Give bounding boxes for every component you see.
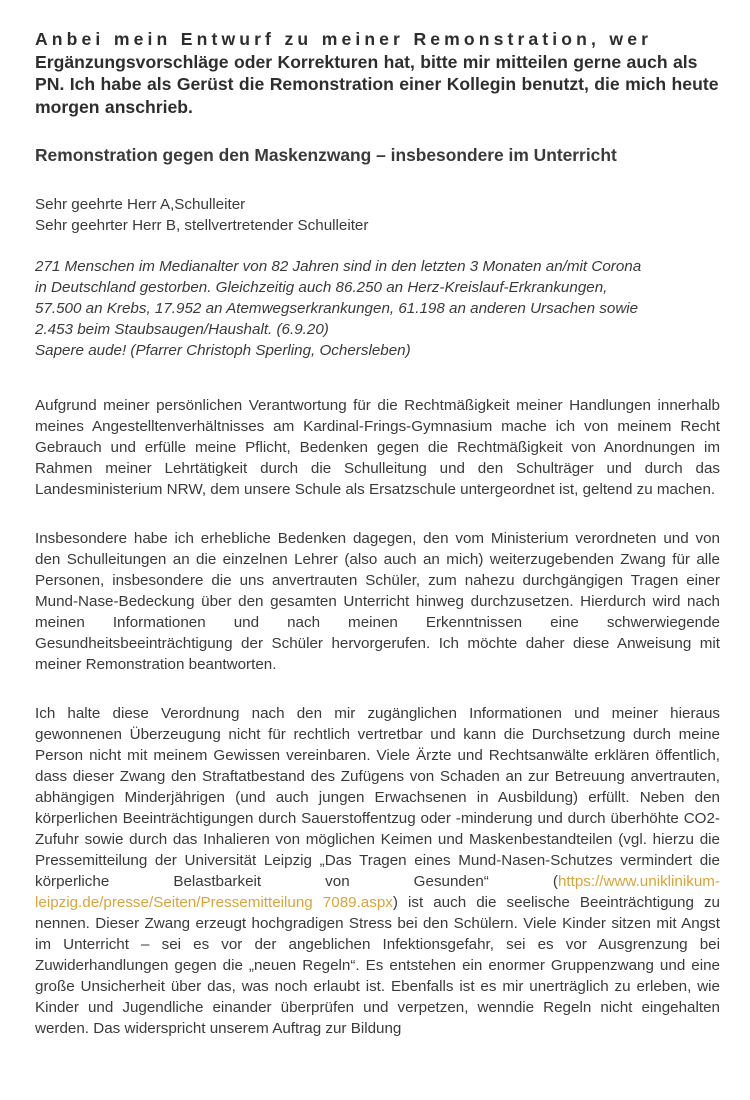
quote-block	[35, 256, 720, 361]
quote-line: 271 Menschen im Medianalter von 82 Jahren sind in den letzten 3 Monaten an/mit Corona	[35, 258, 642, 275]
quote-line: 57.500 an Krebs, 17.952 an Atemwegserkrankungen, 61.198 an anderen Ursachen sowie	[35, 300, 639, 317]
salutation	[35, 194, 720, 236]
document-page	[35, 28, 720, 1039]
intro-first-line: Anbei mein Entwurf zu meiner Remonstration, wer	[35, 29, 653, 49]
paragraph-3-text: Ich halte diese Verordnung nach den mir zugänglichen Informationen und meiner hieraus gewonnenen Überzeugung nicht für rechtlich vertretbar und kann die Durchsetzung durch meine Person nicht mit meinem Gewissen vereinbaren. Viele Ärzte und Rechtsanwälte erklären öffentlich, dass dieser Zwang den Straftatbestand des Zufügens von Schaden an zur Betreuung anvertrauten, abhängigen Minderjährigen (und auch jungen Erwachsenen in Ausbildung) erfüllt. Neben den körperlichen Beeinträchtigungen durch Sauerstoffentzug oder -minderung und durch überhöhte CO2-Zufuhr sowie durch das Inhalieren von möglichen Keimen und Maskenbestandteilen (vgl. hierzu die Pressemitteilung der Universität Leipzig „Das Tragen eines Mund-Nasen-Schutzes vermindert die körperliche Belastbarkeit von Gesunden“ (	[35, 705, 720, 890]
quote-attribution: Sapere aude! (Pfarrer Christoph Sperling, Ochersleben)	[35, 342, 411, 359]
document-title: Remonstration gegen den Maskenzwang – insbesondere im Unterricht	[35, 145, 617, 165]
quote-line: 2.453 beim Staubsaugen/Haushalt. (6.9.20)	[35, 321, 329, 338]
paragraph-3	[35, 703, 720, 1039]
paragraph-3-text-continued: ) ist auch die seelische Beeinträchtigung zu nennen. Dieser Zwang erzeugt hochgradigen Stress bei den Schülern. Viele Kinder sitzen mit Angst im Unterricht – sei es vor der angeblichen Infektionsgefahr, sei es vor Ausgrenzung bei Zuwiderhandlungen gegen die „neuen Regeln“. Es entstehen ein enormer Gruppenzwang und eine große Unsicherheit über das, was noch erlaubt ist. Ebenfalls ist es mir unerträglich zu erleben, wie Kinder und Jugendliche einander überprüfen und verpetzen, wenndie Regeln nicht eingehalten werden. Das widerspricht unserem Auftrag zur Bildung	[35, 894, 720, 1037]
intro-rest: Ergänzungsvorschläge oder Korrekturen hat, bitte mir mitteilen gerne auch als PN. Ich habe als Gerüst die Remonstration einer Kollegin benutzt, die mich heute morgen anschrieb.	[35, 51, 719, 117]
paragraph-2: Insbesondere habe ich erhebliche Bedenken dagegen, den vom Ministerium verordneten und von den Schulleitungen an die einzelnen Lehrer (also auch an mich) weiterzugebenden Zwang für alle Personen, insbesondere die uns anvertrauten Schüler, zum nahezu durchgängigen Tragen einer Mund-Nase-Bedeckung über den gesamten Unterricht hinweg durchzusetzen. Hierdurch wird nach meinen Informationen und nach meinen Erkenntnissen eine schwerwiegende Gesundheitsbeeinträchtigung der Schüler hervorgerufen. Ich möchte daher diese Anweisung mit meiner Remonstration beantworten.	[35, 530, 720, 673]
intro-note	[35, 28, 720, 118]
salutation-line-1: Sehr geehrte Herr A,Schulleiter	[35, 196, 246, 213]
quote-line: in Deutschland gestorben. Gleichzeitig auch 86.250 an Herz-Kreislauf-Erkrankungen,	[35, 279, 608, 296]
paragraph-1: Aufgrund meiner persönlichen Verantwortung für die Rechtmäßigkeit meiner Handlungen innerhalb meines Angestelltenverhältnisses am Kardinal-Frings-Gymnasium mache ich von meinem Recht Gebrauch und erfülle meine Pflicht, Bedenken gegen die Rechtmäßigkeit von Anordnungen im Rahmen meiner Lehrtätigkeit durch die Schulleitung und den Schulträger und durch das Landesministerium NRW, dem unsere Schule als Ersatzschule untergeordnet ist, geltend zu machen.	[35, 397, 720, 498]
press-release-link[interactable]: https://www.uniklinikum-leipzig.de/presse/Seiten/Pressemitteilung 7089.aspx	[35, 873, 720, 911]
salutation-line-2: Sehr geehrter Herr B, stellvertretender Schulleiter	[35, 217, 369, 234]
